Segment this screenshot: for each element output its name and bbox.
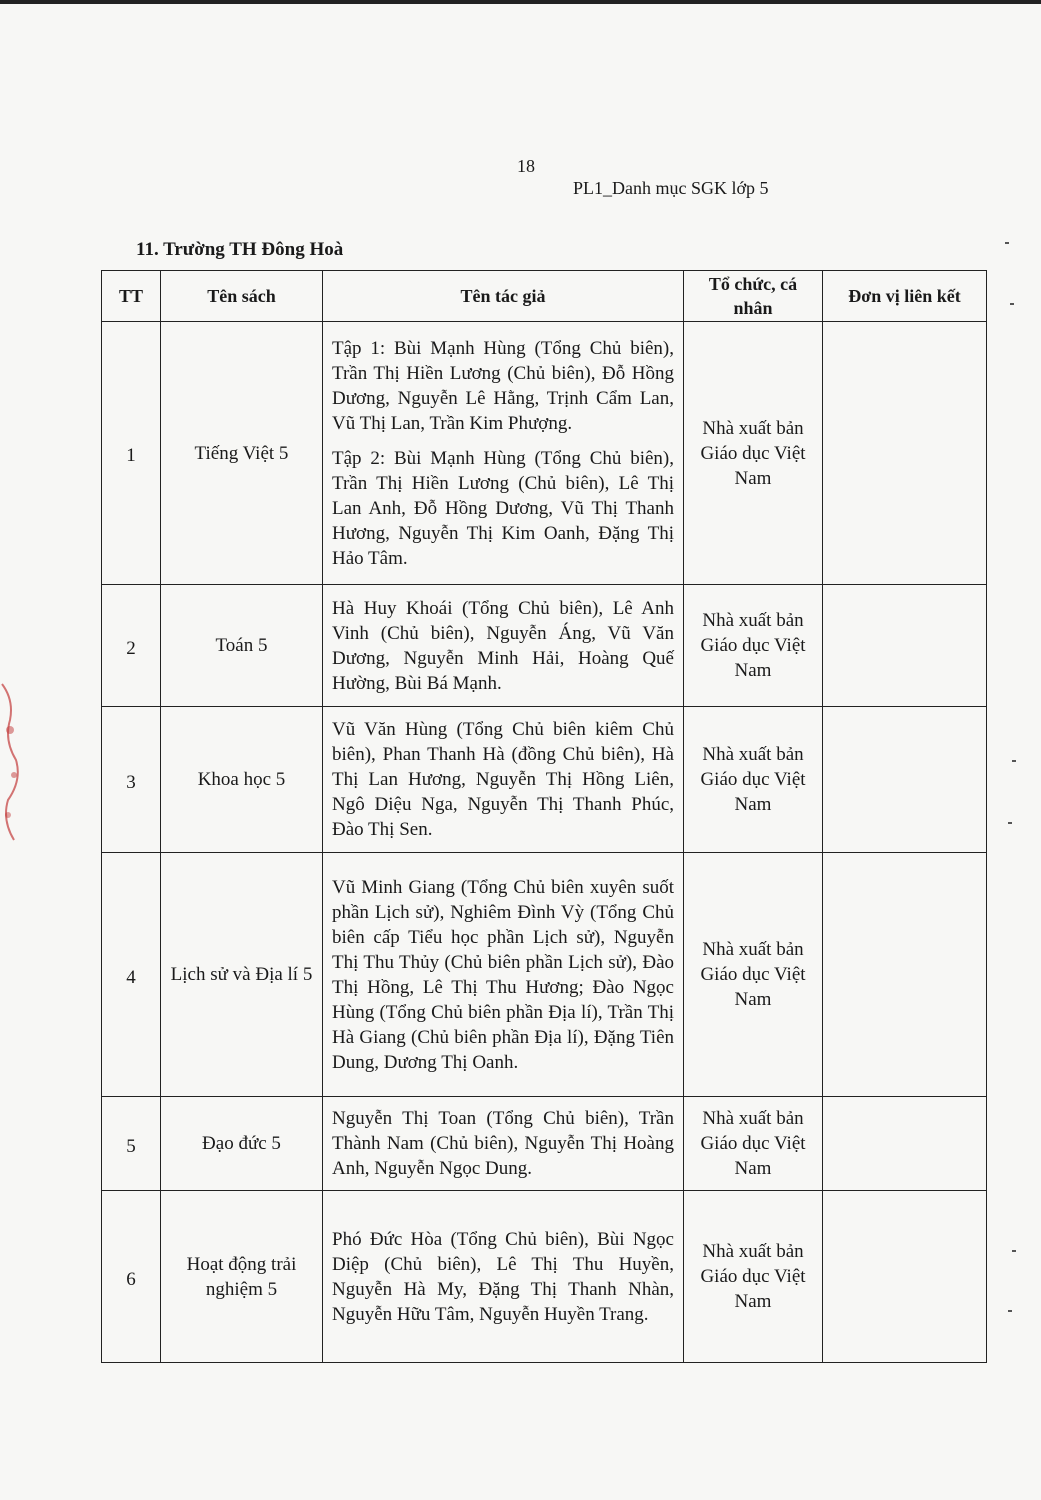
- row-number: 1: [102, 322, 161, 585]
- table-row: [102, 1191, 987, 1363]
- book-title: Tiếng Việt 5: [161, 322, 323, 585]
- header-book-title: Tên sách: [161, 271, 323, 322]
- table-row: [102, 707, 987, 853]
- book-title: Lịch sử và Địa lí 5: [161, 853, 323, 1097]
- header-tt: TT: [102, 271, 161, 322]
- organization: Nhà xuất bản Giáo dục Việt Nam: [684, 585, 823, 707]
- organization: Nhà xuất bản Giáo dục Việt Nam: [684, 1191, 823, 1363]
- authors-text: Hà Huy Khoái (Tổng Chủ biên), Lê Anh Vinh (Chủ biên), Nguyễn Áng, Vũ Văn Dương, Nguyễn Minh Hải, Hoàng Quế Hường, Bùi Bá Mạnh.: [332, 597, 674, 694]
- authors-cell: [323, 1191, 684, 1363]
- table-header-row: [102, 271, 987, 322]
- book-title: Đạo đức 5: [161, 1097, 323, 1191]
- authors-text: Vũ Minh Giang (Tổng Chủ biên xuyên suốt phần Lịch sử), Nghiêm Đình Vỳ (Tổng Chủ biên cấp Tiểu học phần Lịch sử), Nguyễn Thị Thu Thủy (Chủ biên phần Lịch sử), Đào Thị Hồng, Lê Thị Thu Hương; Đào Ngọc Hùng (Tổng Chủ biên phần Địa lí), Trần Thị Hà Giang (Chủ biên phần Địa lí), Đặng Tiên Dung, Dương Thị Oanh.: [332, 876, 674, 1073]
- authors-text: Vũ Văn Hùng (Tổng Chủ biên kiêm Chủ biên), Phan Thanh Hà (đồng Chủ biên), Hà Thị Lan Hương, Nguyễn Thị Hồng Liên, Ngô Diệu Nga, Nguyễn Thị Thanh Phúc, Đào Thị Sen.: [332, 719, 674, 840]
- row-number: 3: [102, 707, 161, 853]
- authors-volume-2: Tập 2: Bùi Mạnh Hùng (Tổng Chủ biên), Trần Thị Hiền Lương (Chủ biên), Lê Thị Lan Anh, Đỗ Hồng Dương, Vũ Thị Thanh Hương, Nguyễn Thị Kim Oanh, Đặng Thị Hảo Tâm.: [332, 447, 674, 569]
- authors-cell: [323, 322, 684, 585]
- textbook-table: [101, 270, 987, 1363]
- header-organization: Tổ chức, cá nhân: [684, 271, 823, 322]
- row-number: 5: [102, 1097, 161, 1191]
- authors-cell: [323, 1097, 684, 1191]
- page-number: 18: [517, 156, 535, 176]
- row-number: 4: [102, 853, 161, 1097]
- row-number: 2: [102, 585, 161, 707]
- authors-text: Nguyễn Thị Toan (Tổng Chủ biên), Trần Thành Nam (Chủ biên), Nguyễn Thị Hoàng Anh, Nguyễn Ngọc Dung.: [332, 1108, 674, 1179]
- book-title: Toán 5: [161, 585, 323, 707]
- partner-unit: [823, 1191, 987, 1363]
- organization: Nhà xuất bản Giáo dục Việt Nam: [684, 853, 823, 1097]
- authors-cell: [323, 707, 684, 853]
- row-number: 6: [102, 1191, 161, 1363]
- book-title: Hoạt động trải nghiệm 5: [161, 1191, 323, 1363]
- authors-cell: [323, 853, 684, 1097]
- partner-unit: [823, 853, 987, 1097]
- authors-cell: [323, 585, 684, 707]
- section-title: 11. Trường TH Đông Hoà: [136, 239, 344, 260]
- partner-unit: [823, 707, 987, 853]
- scan-speck: [1005, 242, 1009, 244]
- red-seal-fragment-icon: [0, 680, 26, 850]
- partner-unit: [823, 1097, 987, 1191]
- authors-volume-1: Tập 1: Bùi Mạnh Hùng (Tổng Chủ biên), Trần Thị Hiền Lương (Chủ biên), Đỗ Hồng Dương, Nguyễn Lê Hằng, Trịnh Cẩm Lan, Vũ Thị Lan, Trần Kim Phượng.: [332, 337, 674, 434]
- scan-speck: [1008, 1310, 1012, 1312]
- scan-speck: [1012, 1250, 1016, 1252]
- book-title: Khoa học 5: [161, 707, 323, 853]
- table-row: [102, 585, 987, 707]
- table-row: [102, 853, 987, 1097]
- table-row: [102, 322, 987, 585]
- scan-speck: [1012, 760, 1016, 762]
- scan-speck: [1010, 303, 1014, 305]
- authors-text: Phó Đức Hòa (Tổng Chủ biên), Bùi Ngọc Diệp (Chủ biên), Lê Thị Thu Huyền, Nguyễn Hà My, Đặng Thị Thanh Nhàn, Nguyễn Hữu Tâm, Nguyễn Huyền Trang.: [332, 1228, 674, 1325]
- header-partner: Đơn vị liên kết: [823, 271, 987, 322]
- partner-unit: [823, 322, 987, 585]
- organization: Nhà xuất bản Giáo dục Việt Nam: [684, 707, 823, 853]
- organization: Nhà xuất bản Giáo dục Việt Nam: [684, 322, 823, 585]
- partner-unit: [823, 585, 987, 707]
- appendix-label: PL1_Danh mục SGK lớp 5: [573, 178, 769, 198]
- table-row: [102, 1097, 987, 1191]
- organization: Nhà xuất bản Giáo dục Việt Nam: [684, 1097, 823, 1191]
- header-authors: Tên tác giả: [323, 271, 684, 322]
- scan-top-edge: [0, 0, 1041, 4]
- scan-speck: [1008, 822, 1012, 824]
